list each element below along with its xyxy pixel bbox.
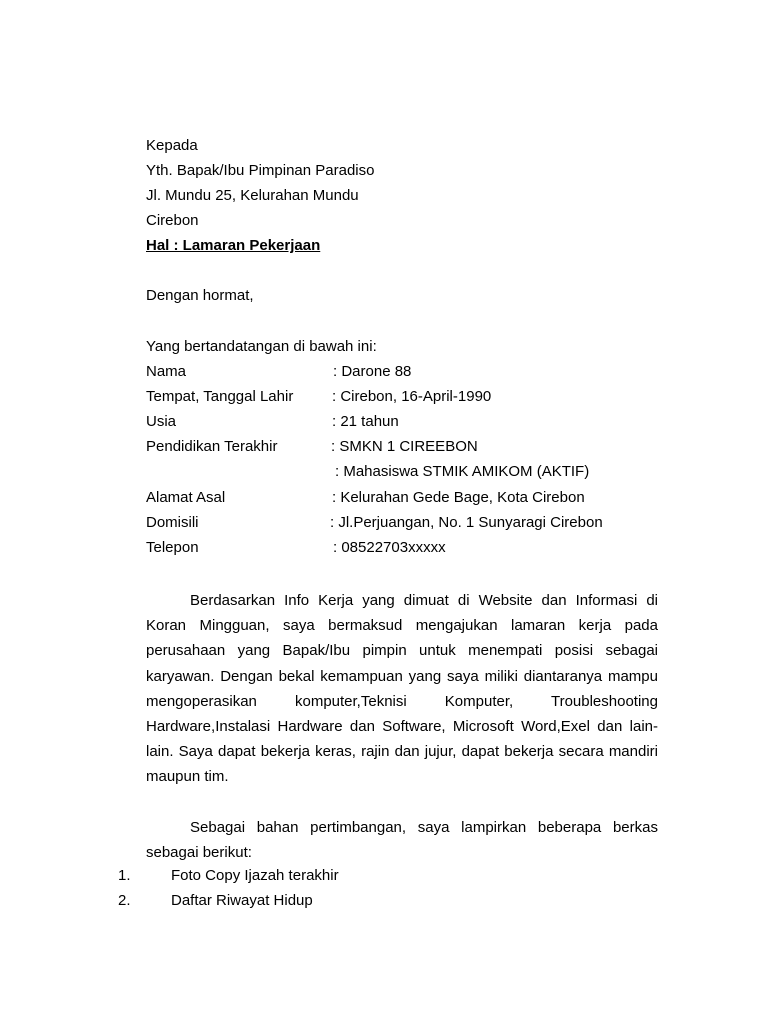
field-label: Alamat Asal: [146, 489, 226, 506]
letter-greeting: Dengan hormat,: [146, 287, 254, 304]
recipient-city: Cirebon: [146, 212, 199, 229]
field-label: Pendidikan Terakhir: [146, 438, 278, 455]
field-origin-address: [146, 488, 666, 508]
field-label: Nama: [146, 363, 187, 380]
field-value: : SMKN 1 CIREEBON: [331, 438, 478, 455]
field-age: [146, 412, 666, 432]
field-name: [146, 362, 666, 382]
field-value: : Cirebon, 16-April-1990: [332, 388, 492, 405]
field-value: : Darone 88: [333, 363, 412, 380]
recipient-name: Yth. Bapak/Ibu Pimpinan Paradiso: [146, 162, 375, 179]
attachment-number: 1.: [118, 867, 131, 884]
body-paragraph-1: Berdasarkan Info Kerja yang dimuat di Website dan Informasi di Koran Mingguan, saya bermaksud mengajukan lamaran kerja pada perusahaan yang Bapak/Ibu pimpin untuk menempati posisi sebagai karyawan. Dengan bekal kemampuan yang saya miliki diantaranya mampu mengoperasikan komputer,Teknisi Komputer, Troubleshooting Hardware,Instalasi Hardware dan Software, Microsoft Word,Exel dan lain-lain. Saya dapat bekerja keras, rajin dan jujur, dapat bekerja secara mandiri maupun tim.: [146, 592, 658, 786]
field-label: Telepon: [146, 539, 199, 556]
field-value: : Mahasiswa STMIK AMIKOM (AKTIF): [335, 463, 590, 480]
field-value: : 08522703xxxxx: [333, 539, 446, 556]
attachment-text: Foto Copy Ijazah terakhir: [171, 867, 339, 884]
field-domicile: [146, 513, 666, 533]
field-value: : 21 tahun: [332, 413, 399, 430]
attachment-number: 2.: [118, 892, 131, 909]
recipient-salutation: Kepada: [146, 137, 198, 154]
field-phone: [146, 538, 666, 558]
body-paragraph-2: Sebagai bahan pertimbangan, saya lampirkan beberapa berkas sebagai berikut:: [146, 819, 658, 862]
letter-subject: Hal : Lamaran Pekerjaan: [146, 237, 321, 254]
field-value: : Jl.Perjuangan, No. 1 Sunyaragi Cirebon: [330, 514, 603, 531]
field-value: : Kelurahan Gede Bage, Kota Cirebon: [332, 489, 585, 506]
field-label: Domisili: [146, 514, 199, 531]
field-education-current: [146, 462, 666, 482]
applicant-intro: Yang bertandatangan di bawah ini:: [146, 338, 377, 355]
field-birth: [146, 387, 666, 407]
field-label: Tempat, Tanggal Lahir: [146, 388, 294, 405]
recipient-address: Jl. Mundu 25, Kelurahan Mundu: [146, 187, 359, 204]
field-label: Usia: [146, 413, 177, 430]
field-education: [146, 437, 666, 457]
attachment-text: Daftar Riwayat Hidup: [171, 892, 313, 909]
